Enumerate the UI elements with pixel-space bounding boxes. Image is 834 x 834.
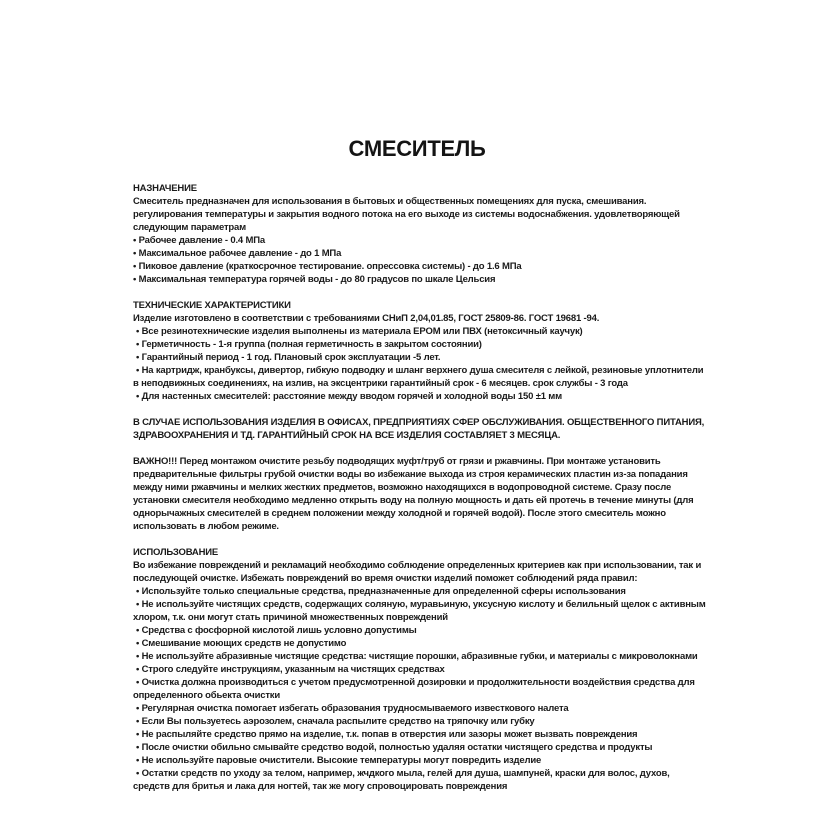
specs-bullet: • Все резинотехнические изделия выполнены из материала EPOM или ПВХ (нетоксичный каучук) [133,325,707,338]
usage-bullet: • После очистки обильно смывайте средство водой, полностью удаляя остатки чистящего средства и продукты [133,741,707,754]
usage-bullet: • Смешивание моющих средств не допустимо [133,637,707,650]
usage-bullet: • Если Вы пользуетесь аэрозолем, сначала распылите средство на тряпочку или губку [133,715,707,728]
important-paragraph: ВАЖНО!!! Перед монтажом очистите резьбу подводящих муфт/труб от грязи и ржавчины. При монтаже установить предварительные фильтры грубой очистки воды во избежание выхода из строя керамических пластин из-за попадания между ними ржавчины и мелких жестких предметов, возможно находящихся в водопроводной системе. Сразу после установки смесителя необходимо медленно открыть воду на полную мощность и дать ей протечь в течение минуты (для однорычажных смесителей в среднем положении между холодной и горячей водой). После этого смеситель можно использовать в любом режиме. [133,456,694,532]
specs-bullet: • Для настенных смесителей: расстояние между вводом горячей и холодной воды 150 ±1 мм [133,390,707,403]
office-notice-paragraph: В СЛУЧАЕ ИСПОЛЬЗОВАНИЯ ИЗДЕЛИЯ В ОФИСАХ, ПРЕДПРИЯТИЯХ СФЕР ОБСЛУЖИВАНИЯ. ОБЩЕСТВЕННОГО ПИТАНИЯ, ЗДРАВООХРАНЕНИЯ И ТД. ГАРАНТИЙНЫЙ СРОК НА ВСЕ ИЗДЕЛИЯ СОСТАВЛЯЕТ 3 МЕСЯЦА. [133,417,705,441]
specs-heading: ТЕХНИЧЕСКИЕ ХАРАКТЕРИСТИКИ [133,300,291,311]
usage-bullet: • Не используйте паровые очистители. Высокие температуры могут повредить изделие [133,754,707,767]
section-usage [133,546,707,793]
usage-bullet: • Не распыляйте средство прямо на изделие, т.к. попав в отверстия или зазоры может вызвать повреждения [133,728,707,741]
usage-intro: Во избежание повреждений и рекламаций необходимо соблюдение определенных критериев как при использовании, так и последующей очистке. Избежать повреждений во время очистки изделий поможет соблюдений ряда правил: [133,560,702,584]
specs-intro: Изделие изготовлено в соответствии с требованиями СНиП 2,04,01.85, ГОСТ 25809-86. ГОСТ 19681 -94. [133,313,600,324]
usage-bullet: • Строго следуйте инструкциям, указанным на чистящих средствах [133,663,707,676]
usage-bullet: • Не используйте чистящих средств, содержащих соляную, муравьиную, уксусную кислоту и белильный щелок с активным хлором, т.к. они могут стать причиной множественных повреждений [133,598,707,624]
usage-bullet: • Средства с фосфорной кислотой лишь условно допустимы [133,624,707,637]
document-body [133,182,707,806]
page-title: СМЕСИТЕЛЬ [348,136,486,161]
purpose-bullet: • Пиковое давление (краткосрочное тестирование. опрессовка системы) - до 1.6 МПа [133,260,707,273]
purpose-intro: Смеситель предназначен для использования в бытовых и общественных помещениях для пуска, смешивания. регулирования температуры и закрытия водного потока на его выходе из системы водоснабжения. удовлетворяющей следующим параметрам [133,196,680,233]
section-office-notice [133,416,707,442]
section-important [133,455,707,533]
usage-bullet: • Не используйте абразивные чистящие средства: чистящие порошки, абразивные губки, и материалы с микроволокнами [133,650,707,663]
section-purpose [133,182,707,286]
usage-bullet: • Очистка должна производиться с учетом предусмотренной дозировки и продолжительности воздействия средства для определенного обьекта очистки [133,676,707,702]
purpose-bullet: • Максимальная температура горячей воды - до 80 градусов по шкале Цельсия [133,273,707,286]
specs-bullet: • Герметичность - 1-я группа (полная герметичность в закрытом состоянии) [133,338,707,351]
purpose-bullet: • Рабочее давление - 0.4 МПа [133,234,707,247]
specs-bullet: • Гарантийный период - 1 год. Плановый срок эксплуатации -5 лет. [133,351,707,364]
specs-bullet: • На картридж, кранбуксы, дивертор, гибкую подводку и шланг верхнего душа смесителя с лейкой, резиновые уплотнители в неподвижных соединениях, на излив, на эксцентрики гарантийный срок - 6 месяцев. срок службы - 3 года [133,364,707,390]
usage-bullet: • Регулярная очистка помогает избегать образования трудносмываемого известкового налета [133,702,707,715]
purpose-heading: НАЗНАЧЕНИЕ [133,183,197,194]
purpose-bullet: • Максимальное рабочее давление - до 1 МПа [133,247,707,260]
usage-bullet: • Остатки средств по уходу за телом, например, жчдкого мыла, гелей для душа, шампуней, краски для волос, духов, средств для бритья и лака для ногтей, так же могу спровоцировать повреждения [133,767,707,793]
usage-heading: ИСПОЛЬЗОВАНИЕ [133,547,219,558]
section-specs [133,299,707,403]
usage-bullet: • Используйте только специальные средства, предназначенные для определенной сферы использования [133,585,707,598]
